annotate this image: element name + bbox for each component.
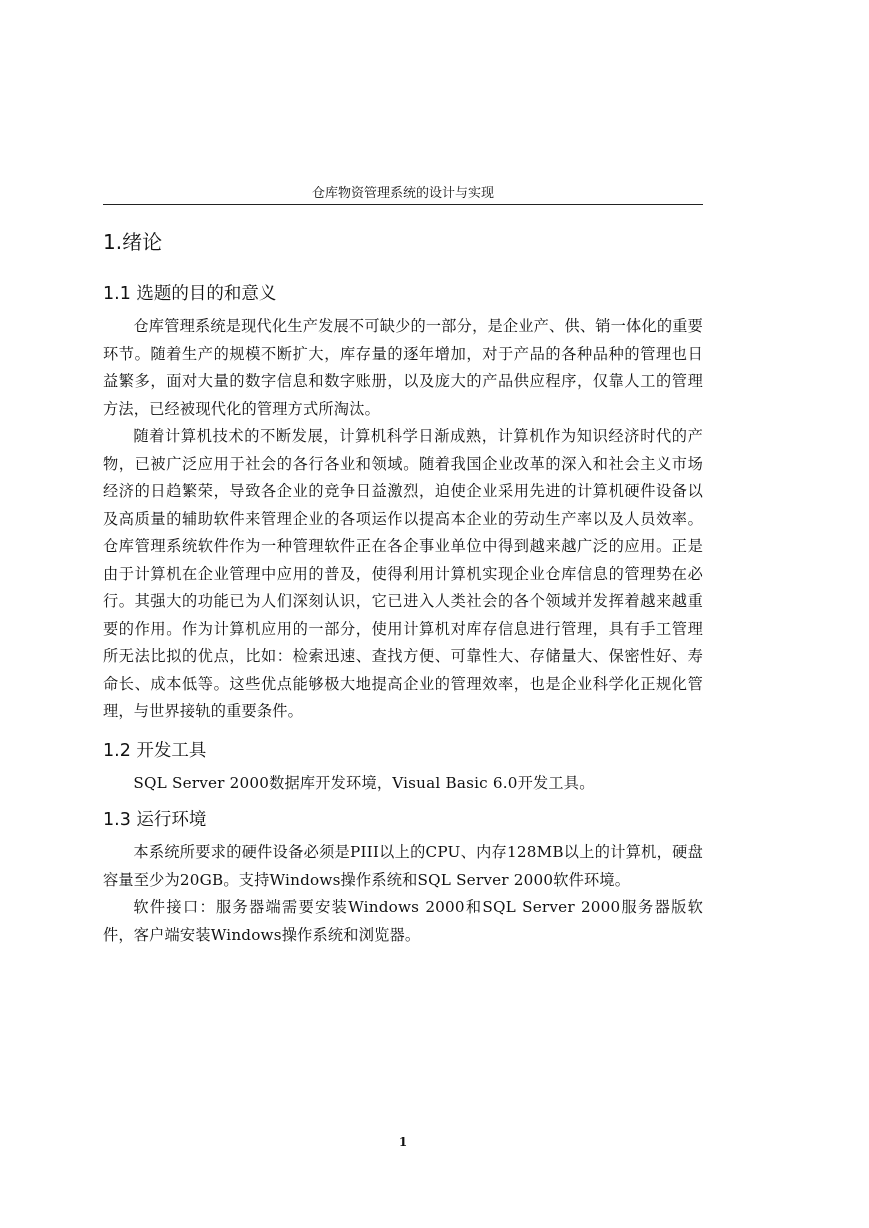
section-heading: 1.1 选题的目的和意义 [103,284,277,304]
spacer [103,726,703,738]
section-runtime-env [103,807,703,949]
section-heading: 1.3 运行环境 [103,810,207,830]
paragraph: 仓库管理系统是现代化生产发展不可缺少的一部分，是企业产、供、销一体化的重要环节。随着生产的规模不断扩大，库存量的逐年增加，对于产品的各种品种的管理也日益繁多，面对大量的数字信息和数字账册，以及庞大的产品供应程序，仅靠人工的管理方法，已经被现代化的管理方式所淘汰。 [103,317,703,418]
paragraph: 软件接口：服务器端需要安装Windows 2000和SQL Server 2000服务器版软件，客户端安装Windows操作系统和浏览器。 [103,898,703,944]
spacer [103,797,703,807]
running-header: 仓库物资管理系统的设计与实现 [311,186,494,201]
section-heading: 1.2 开发工具 [103,740,207,761]
section-purpose [103,281,703,726]
paragraph: 随着计算机技术的不断发展，计算机科学日渐成熟，计算机作为知识经济时代的产物，已被广泛应用于社会的各行各业和领域。随着我国企业改革的深入和社会主义市场经济的日趋繁荣，导致各企业的竞争日益激烈，迫使企业采用先进的计算机硬件设备以及高质量的辅助软件来管理企业的各项运作以提高本企业的劳动生产率以及人员效率。仓库管理系统软件作为一种管理软件正在各企事业单位中得到越来越广泛的应用。正是由于计算机在企业管理中应用的普及，使得利用计算机实现企业仓库信息的管理势在必行。其强大的功能已为人们深刻认识，它已进入人类社会的各个领域并发挥着越来越重要的作用。作为计算机应用的一部分，使用计算机对库存信息进行管理，具有手工管理所无法比拟的优点，比如：检索迅速、查找方便、可靠性大、存储量大、保密性好、寿命长、成本低等。这些优点能够极大地提高企业的管理效率，也是企业科学化正规化管理，与世界接轨的重要条件。 [103,427,703,720]
body-content [103,228,703,949]
chapter-title: 1.绪论 [103,230,163,254]
section-dev-tools [103,738,703,798]
paragraph: 本系统所要求的硬件设备必须是PIII以上的CPU、内存128MB以上的计算机，硬盘容量至少为20GB。支持Windows操作系统和SQL Server 2000软件环境。 [103,843,703,889]
paragraph: SQL Server 2000数据库开发环境，Visual Basic 6.0开发工具。 [133,773,595,792]
header-rule [103,204,703,205]
page-number: 1 [398,1135,408,1149]
